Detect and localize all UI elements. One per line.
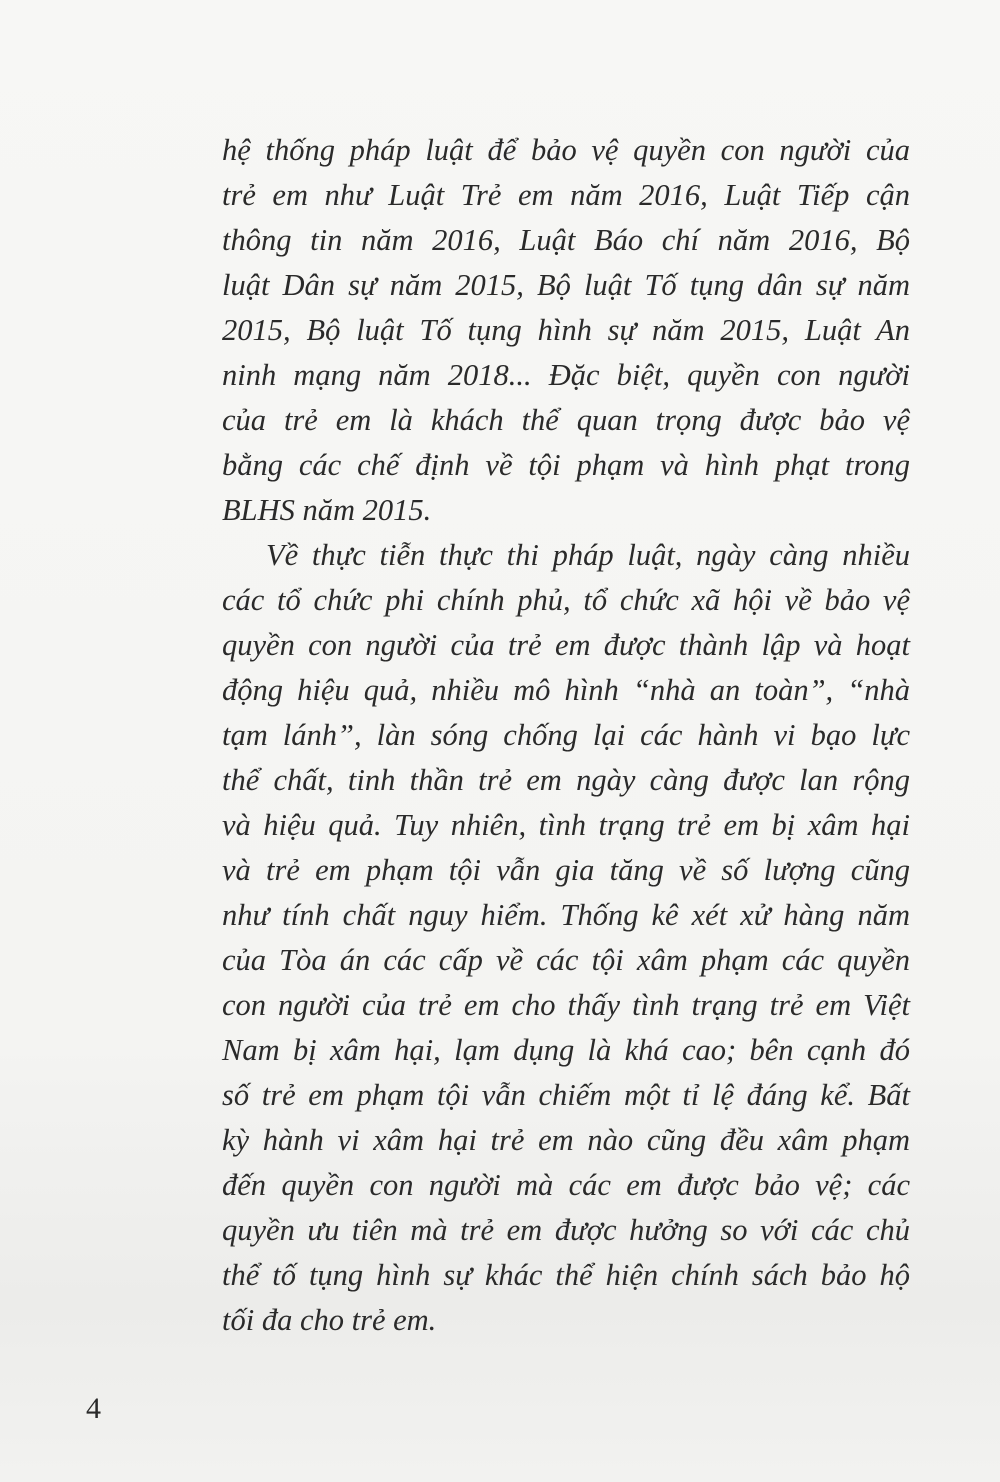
text-line: Nam bị xâm hại, lạm dụng là khá cao; bên cạnh đó bbox=[222, 1033, 910, 1067]
paragraph bbox=[222, 128, 910, 533]
body-text bbox=[222, 128, 910, 1343]
text-line: và trẻ em phạm tội vẫn gia tăng về số lượng cũng bbox=[222, 853, 910, 887]
text-line: của trẻ em là khách thể quan trọng được bảo vệ bbox=[222, 403, 910, 437]
text-line: kỳ hành vi xâm hại trẻ em nào cũng đều xâm phạm bbox=[222, 1123, 910, 1157]
text-line: BLHS năm 2015. bbox=[222, 493, 432, 527]
text-line: các tổ chức phi chính phủ, tổ chức xã hội về bảo vệ bbox=[222, 583, 910, 617]
text-line: 2015, Bộ luật Tố tụng hình sự năm 2015, Luật An bbox=[222, 313, 910, 347]
text-line: thông tin năm 2016, Luật Báo chí năm 2016, Bộ bbox=[222, 223, 910, 257]
paragraph bbox=[222, 533, 910, 1343]
text-line: động hiệu quả, nhiều mô hình “nhà an toàn”, “nhà bbox=[222, 673, 910, 707]
page-number: 4 bbox=[86, 1392, 101, 1425]
text-line: con người của trẻ em cho thấy tình trạng trẻ em Việt bbox=[222, 988, 910, 1022]
text-line: thể chất, tinh thần trẻ em ngày càng được lan rộng bbox=[222, 763, 910, 797]
text-line: luật Dân sự năm 2015, Bộ luật Tố tụng dân sự năm bbox=[222, 268, 910, 302]
text-line: bằng các chế định về tội phạm và hình phạt trong bbox=[222, 448, 910, 482]
text-line: quyền con người của trẻ em được thành lập và hoạt bbox=[222, 628, 910, 662]
text-line: hệ thống pháp luật để bảo vệ quyền con người của bbox=[222, 133, 910, 167]
text-line: số trẻ em phạm tội vẫn chiếm một tỉ lệ đáng kể. Bất bbox=[222, 1078, 910, 1112]
text-line: của Tòa án các cấp về các tội xâm phạm các quyền bbox=[222, 943, 910, 977]
text-line: trẻ em như Luật Trẻ em năm 2016, Luật Tiếp cận bbox=[222, 178, 910, 212]
text-line: như tính chất nguy hiểm. Thống kê xét xử hàng năm bbox=[222, 898, 910, 932]
text-line: tạm lánh”, làn sóng chống lại các hành vi bạo lực bbox=[222, 718, 910, 752]
text-line: đến quyền con người mà các em được bảo vệ; các bbox=[222, 1168, 910, 1202]
text-line: ninh mạng năm 2018... Đặc biệt, quyền con người bbox=[222, 358, 910, 392]
text-line: và hiệu quả. Tuy nhiên, tình trạng trẻ em bị xâm hại bbox=[222, 808, 910, 842]
text-line: Về thực tiễn thực thi pháp luật, ngày càng nhiều bbox=[266, 538, 910, 572]
text-line: quyền ưu tiên mà trẻ em được hưởng so với các chủ bbox=[222, 1213, 910, 1247]
text-line: tối đa cho trẻ em. bbox=[222, 1303, 437, 1337]
text-line: thể tố tụng hình sự khác thể hiện chính sách bảo hộ bbox=[222, 1258, 910, 1292]
